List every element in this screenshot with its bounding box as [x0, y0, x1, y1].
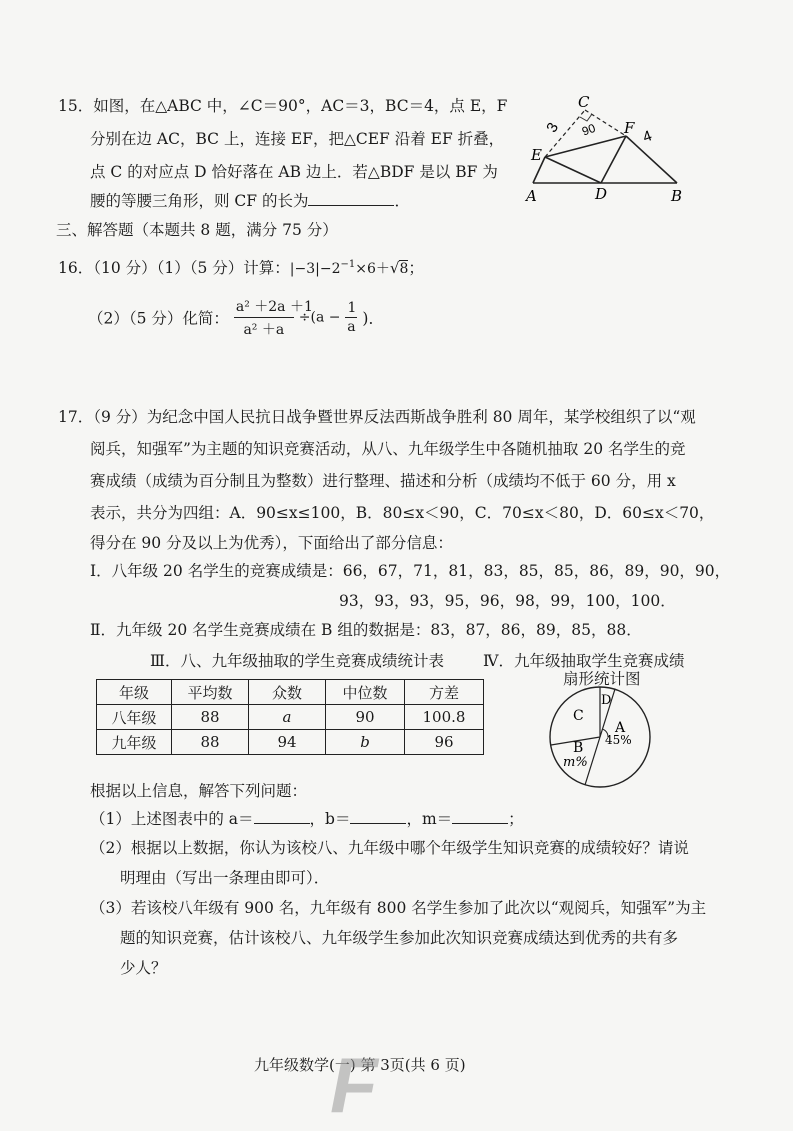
pie-pct-A: 45% — [605, 733, 632, 747]
q17-sub-1 — [90, 807, 524, 829]
table-header: 中位数 — [326, 680, 405, 705]
q15-triangle-figure — [515, 92, 695, 212]
pie-label-A: A — [615, 720, 626, 736]
q17-pie-title-2: 扇形统计图 — [563, 670, 641, 688]
sqrt-icon: √ — [389, 259, 400, 277]
q16-frac-den: a² ＋a — [243, 322, 285, 338]
fig-label-F: F — [624, 119, 635, 137]
pie-label-C: C — [573, 708, 584, 724]
answer-m-blank[interactable] — [452, 823, 508, 824]
q16-exp: −1 — [340, 258, 356, 270]
q15-answer-blank[interactable] — [308, 205, 394, 206]
q17-sub1-a-label: （1）上述图表中的 a＝ — [90, 810, 254, 828]
q17-pie-chart — [545, 682, 655, 792]
handwritten-4: 4 — [640, 127, 655, 147]
q17-table-title: Ⅲ．八、九年级抽取的学生竞赛成绩统计表 — [150, 652, 444, 670]
q16-small-num: 1 — [347, 300, 357, 316]
q17-sub-3-line-3: 少人？ — [120, 959, 167, 977]
table-cell: 96 — [405, 730, 484, 755]
table-header: 年级 — [97, 680, 172, 705]
q17-intro-2: 阅兵，知强军”为主题的知识竞赛活动，从八、九年级学生中各随机抽取 20 名学生的竞 — [90, 440, 686, 458]
table-row — [97, 730, 484, 755]
q17-prompt: 根据以上信息，解答下列问题： — [90, 782, 308, 800]
q17-info-2: Ⅱ．九年级 20 名学生竞赛成绩在 B 组的数据是：83，87，86，89，85，88． — [90, 621, 642, 639]
fig-label-E: E — [531, 146, 542, 164]
q16-expr-rest: ×6＋ — [355, 261, 390, 277]
q15-line-2: 分别在边 AC，BC 上，连接 EF，把△CEF 沿着 EF 折叠， — [90, 130, 505, 148]
q17-intro-4: 表示，共分为四组：A．90≤x≤100，B．80≤x＜90，C．70≤x＜80，D．60≤x＜70， — [90, 504, 715, 522]
q16-part1-end: ； — [408, 259, 424, 277]
pie-pct-B: m% — [563, 755, 588, 770]
table-header: 方差 — [405, 680, 484, 705]
q17-intro-3: 赛成绩（成绩为百分制且为整数）进行整理、描述和分析（成绩均不低于 60 分，用 x — [90, 472, 676, 490]
table-cell: 88 — [172, 705, 249, 730]
table-cell: 88 — [172, 730, 249, 755]
table-cell: 八年级 — [97, 705, 172, 730]
q16-small-den: a — [347, 319, 356, 335]
pie-label-D: D — [601, 693, 612, 708]
q16-fraction — [234, 296, 313, 339]
pie-label-B: B — [573, 740, 584, 756]
handwritten-3: 3 — [543, 119, 563, 136]
q15-end: ． — [394, 192, 410, 210]
section-3-heading: 三、解答题（本题共 8 题，满分 75 分） — [56, 221, 338, 239]
fig-label-A: A — [526, 187, 537, 205]
table-cell: b — [326, 730, 405, 755]
q16-div: ÷(a − — [298, 309, 341, 326]
q17-sub1-b-label: ，b＝ — [309, 810, 351, 828]
q15-line-3: 点 C 的对应点 D 恰好落在 AB 边上．若△BDF 是以 BF 为 — [90, 163, 498, 181]
q15-line-1: 15．如图，在△ABC 中，∠C＝90°，AC＝3，BC＝4，点 E，F — [58, 97, 508, 115]
table-cell: 94 — [249, 730, 326, 755]
q16-small-fraction — [345, 300, 357, 335]
q17-sub-2-line-2: 明理由（写出一条理由即可）． — [120, 869, 330, 887]
fig-label-C: C — [578, 93, 590, 111]
q17-sub1-m-label: ，m＝ — [406, 810, 453, 828]
q17-sub-3-line-2: 题的知识竞赛，估计该校八、九年级学生参加此次知识竞赛成绩达到优秀的共有多 — [120, 929, 679, 947]
q16-part-2 — [88, 296, 384, 339]
table-header: 众数 — [249, 680, 326, 705]
q17-intro-1: 17．（9 分）为纪念中国人民抗日战争暨世界反法西斯战争胜利 80 周年，某学校组织了以“观 — [58, 408, 696, 426]
table-cell: 100.8 — [405, 705, 484, 730]
q17-stats-table — [96, 679, 484, 755]
q17-sub-3-line-1: （3）若该校八年级有 900 名，九年级有 800 名学生参加了此次以“观阅兵，知强军”为主 — [90, 899, 707, 917]
q15-line-4 — [90, 189, 410, 211]
table-cell: 九年级 — [97, 730, 172, 755]
q16-frac-num: a² ＋2a ＋1 — [234, 296, 294, 318]
q17-info-1a: Ⅰ．八年级 20 名学生的竞赛成绩是：66，67，71，81，83，85，85，86，89，90，90， — [90, 562, 731, 580]
q16-close: )． — [362, 309, 384, 328]
answer-a-blank[interactable] — [254, 823, 310, 824]
q17-sub1-end: ； — [508, 810, 524, 828]
watermark-logo: F — [330, 1041, 378, 1129]
q16-expr: |−3|−2 — [289, 261, 341, 277]
q16-part2-prefix: （2）（5 分）化简： — [88, 309, 229, 328]
q17-sub-2-line-1: （2）根据以上数据，你认为该校八、九年级中哪个年级学生知识竞赛的成绩较好？请说 — [90, 839, 689, 857]
q16-part-1 — [58, 256, 424, 278]
answer-b-blank[interactable] — [350, 823, 406, 824]
table-header-row — [97, 680, 484, 705]
q17-intro-5: 得分在 90 分及以上为优秀），下面给出了部分信息： — [90, 534, 453, 552]
page-footer: 九年级数学(一) 第 3页(共 6 页) — [254, 1056, 466, 1074]
table-row — [97, 705, 484, 730]
fig-label-B: B — [671, 187, 683, 205]
q17-pie-title-1: Ⅳ．九年级抽取学生竞赛成绩 — [483, 652, 685, 670]
fig-label-D: D — [595, 185, 608, 203]
table-cell: a — [249, 705, 326, 730]
handwritten-90: 90 — [579, 120, 598, 139]
q16-root: 8 — [399, 261, 409, 277]
q17-info-1b: 93，93，93，95，96，98，99，100，100． — [339, 592, 676, 610]
q16-part1-prefix: 16．（10 分）（1）（5 分）计算： — [58, 259, 290, 277]
table-cell: 90 — [326, 705, 405, 730]
table-header: 平均数 — [172, 680, 249, 705]
q15-line-4-text: 腰的等腰三角形，则 CF 的长为 — [90, 192, 309, 210]
